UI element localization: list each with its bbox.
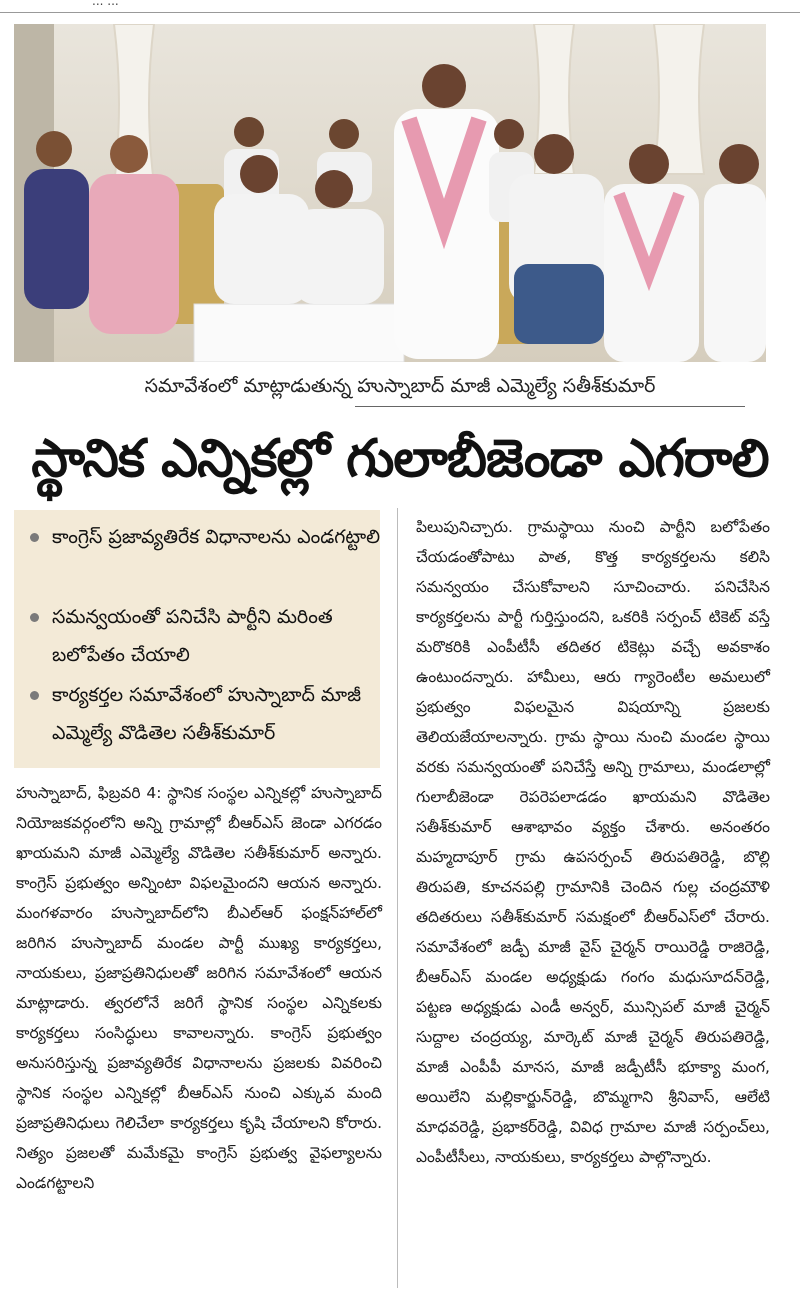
- article-paragraph-left: హుస్నాబాద్, ఫిబ్రవరి 4: స్థానిక సంస్థల ఎన్నికల్లో హుస్నాబాద్ నియోజకవర్గంలోని అన్ని గ్రామాల్లో బీఆర్‌ఎస్ జెండా ఎగరడం ఖాయమని మాజీ ఎమ్మెల్యే వొడితెల సతీశ్‌కుమార్ అన్నారు. కాంగ్రెస్ ప్రభుత్వం అన్నింటా విఫలమైందని ఆయన అన్నారు. మంగళవారం హుస్నాబాద్‌లోని బీఎల్‌ఆర్ ఫంక్షన్‌హాల్‌లో జరిగిన హుస్నాబాద్ మండల పార్టీ ముఖ్య కార్యకర్తలు, నాయకులు, ప్రజాప్రతినిధులతో జరిగిన సమావేశంలో ఆయన మాట్లాడారు. త్వరలోనే జరిగే స్థానిక సంస్థల ఎన్నికలకు కార్యకర్తలు సంసిద్ధులు కావాలన్నారు. కాంగ్రెస్ ప్రభుత్వం అనుసరిస్తున్న ప్రజావ్యతిరేక విధానాలను ప్రజలకు వివరించి స్థానిక సంస్థల ఎన్నికల్లో బీఆర్‌ఎస్ నుంచి ఎక్కువ మంది ప్రజాప్రతినిధులు గెలిచేలా కార్యకర్తలు కృషి చేయాలని కోరారు. నిత్యం ప్రజలతో మమేకమై కాంగ్రెస్ ప్రభుత్వ వైఫల్యాలను ఎండగట్టాలని: [16, 784, 382, 1192]
- bullet-icon: [30, 533, 39, 542]
- photo-of-meeting-icon: [14, 24, 766, 362]
- bullet-icon: [30, 691, 39, 700]
- article-column-left: [16, 778, 382, 1198]
- photo-caption: సమావేశంలో మాట్లాడుతున్న హుస్నాబాద్ మాజీ ఎమ్మెల్యే సతీశ్‌కుమార్: [144, 375, 656, 397]
- highlight-item: [30, 676, 382, 752]
- top-rule: [0, 0, 800, 14]
- highlight-text: కార్యకర్తల సమావేశంలో హుస్నాబాద్ మాజీ ఎమ్మెల్యే వొడితెల సతీశ్‌కుమార్: [52, 684, 361, 744]
- news-photo: [14, 24, 766, 362]
- highlight-text: కాంగ్రెస్ ప్రజావ్యతిరేక విధానాలను ఎండగట్టాలి: [52, 526, 381, 548]
- article-paragraph-right: పిలుపునిచ్చారు. గ్రామస్థాయి నుంచి పార్టీని బలోపేతం చేయడంతోపాటు పాత, కొత్త కార్యకర్తలను కలిసి సమన్వయం చేసుకోవాలని సూచించారు. పనిచేసిన కార్యకర్తలను పార్టీ గుర్తిస్తుందని, ఒకరికి సర్పంచ్ టికెట్ వస్తే మరొకరికి ఎంపీటీసీ తదితర టికెట్లు వచ్చే అవకాశం ఉంటుందన్నారు. హామీలు, ఆరు గ్యారెంటీల అమలులో ప్రభుత్వం విఫలమైన విషయాన్ని ప్రజలకు తెలియజేయాలన్నారు. గ్రామ స్థాయి నుంచి మండల స్థాయి వరకు సమన్వయంతో పనిచేస్తే అన్ని గ్రామాలు, మండలాల్లో గులాబీజెండా రెపరెపలాడడం ఖాయమని వొడితెల సతీశ్‌కుమార్ ఆశాభావం వ్యక్తం చేశారు. అనంతరం మహ్మదాపూర్ గ్రామ ఉపసర్పంచ్ తిరుపతిరెడ్డి, బొల్లి తిరుపతి, కూచనపల్లి గ్రామానికి చెందిన గుల్ల చంద్రమౌళి తదితరులు సతీశ్‌కుమార్ సమక్షంలో బీఆర్‌ఎస్‌లో చేరారు. సమావేశంలో జడ్పీ మాజీ వైస్ చైర్మన్ రాయిరెడ్డి రాజిరెడ్డి, బీఆర్‌ఎస్ మండల అధ్యక్షుడు గంగం మధుసూదన్‌రెడ్డి, పట్టణ అధ్యక్షుడు ఎండీ అన్వర్, మున్సిపల్ మాజీ చైర్మన్ సుద్దాల చంద్రయ్య, మార్కెట్ మాజీ చైర్మన్ తిరుపతిరెడ్డి, మాజీ ఎంపీపీ మానస, మాజీ జడ్పీటీసీ భూక్యా మంగ, అయిలేని మల్లికార్జున్‌రెడ్డి, బొమ్మగాని శ్రీనివాస్, ఆలేటి మాధవరెడ్డి, ప్రభాకర్‌రెడ్డి, వివిధ గ్రామాల మాజీ సర్పంచ్‌లు, ఎంపీటీసీలు, నాయకులు, కార్యకర్తలు పాల్గొన్నారు.: [416, 518, 770, 1166]
- highlights-box: [14, 510, 380, 768]
- highlight-item: [30, 518, 382, 556]
- top-line: [0, 12, 800, 13]
- highlight-item: [30, 598, 382, 674]
- caption-underline: [355, 406, 745, 407]
- top-fragment: ... ...: [92, 0, 119, 8]
- bullet-icon: [30, 613, 39, 622]
- column-divider: [397, 508, 398, 1288]
- article-column-right: [416, 512, 770, 1172]
- headline: స్థానిక ఎన్నికల్లో గులాబీజెండా ఎగరాలి: [31, 429, 769, 489]
- highlight-text: సమన్వయంతో పనిచేసి పార్టీని మరింత బలోపేతం చేయాలి: [52, 606, 333, 666]
